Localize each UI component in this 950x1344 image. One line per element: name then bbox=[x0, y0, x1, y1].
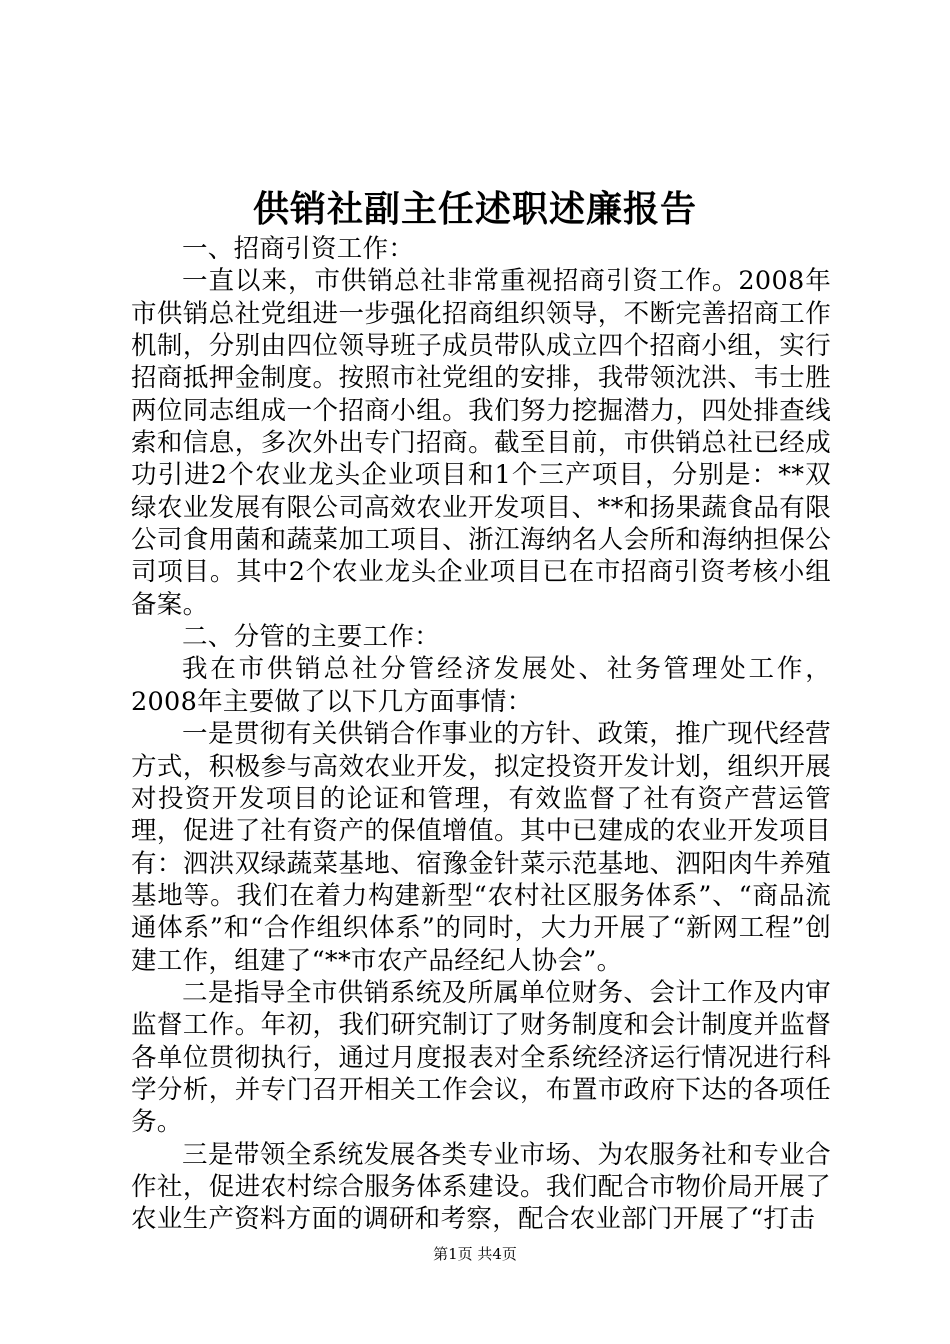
paragraph: 我在市供销总社分管经济发展处、社务管理处工作，2008年主要做了以下几方面事情： bbox=[131, 654, 831, 717]
paragraph: 三是带领全系统发展各类专业市场、为农服务社和专业合作社，促进农村综合服务体系建设。我们配合市物价局开展了农业生产资料方面的调研和考察，配合农业部门开展了“打击 bbox=[131, 1139, 831, 1235]
paragraph: 二是指导全市供销系统及所属单位财务、会计工作及内审监督工作。年初，我们研究制订了财务制度和会计制度并监督各单位贯彻执行，通过月度报表对全系统经济运行情况进行科学分析，并专门召开相关工作会议，布置市政府下达的各项任务。 bbox=[131, 977, 831, 1138]
paragraph: 一是贯彻有关供销合作事业的方针、政策，推广现代经营方式，积极参与高效农业开发，拟定投资开发计划，组织开展对投资开发项目的论证和管理，有效监督了社有资产营运管理，促进了社有资产的保值增值。其中已建成的农业开发项目有：泗洪双绿蔬菜基地、宿豫金针菜示范基地、泗阳肉牛养殖基地等。我们在着力构建新型“农村社区服务体系”、“商品流通体系”和“合作组织体系”的同时，大力开展了“新网工程”创建工作，组建了“**市农产品经纪人协会”。 bbox=[131, 719, 831, 976]
document-body bbox=[131, 233, 831, 1236]
document-title: 供销社副主任述职述廉报告 bbox=[252, 188, 697, 230]
page-number-footer: 第1页 共4页 bbox=[433, 1245, 517, 1263]
paragraph: 一直以来，市供销总社非常重视招商引资工作。2008年市供销总社党组进一步强化招商组织领导，不断完善招商工作机制，分别由四位领导班子成员带队成立四个招商小组，实行招商抵押金制度。按照市社党组的安排，我带领沈洪、韦士胜两位同志组成一个招商小组。我们努力挖掘潜力，四处排查线索和信息，多次外出专门招商。截至目前，市供销总社已经成功引进2个农业龙头企业项目和1个三产项目，分别是：**双绿农业发展有限公司高效农业开发项目、**和扬果蔬食品有限公司食用菌和蔬菜加工项目、浙江海纳名人会所和海纳担保公司项目。其中2个农业龙头企业项目已在市招商引资考核小组备案。 bbox=[131, 266, 831, 620]
section-heading-2: 二、分管的主要工作： bbox=[182, 622, 441, 653]
section-heading-1: 一、招商引资工作： bbox=[182, 234, 415, 264]
